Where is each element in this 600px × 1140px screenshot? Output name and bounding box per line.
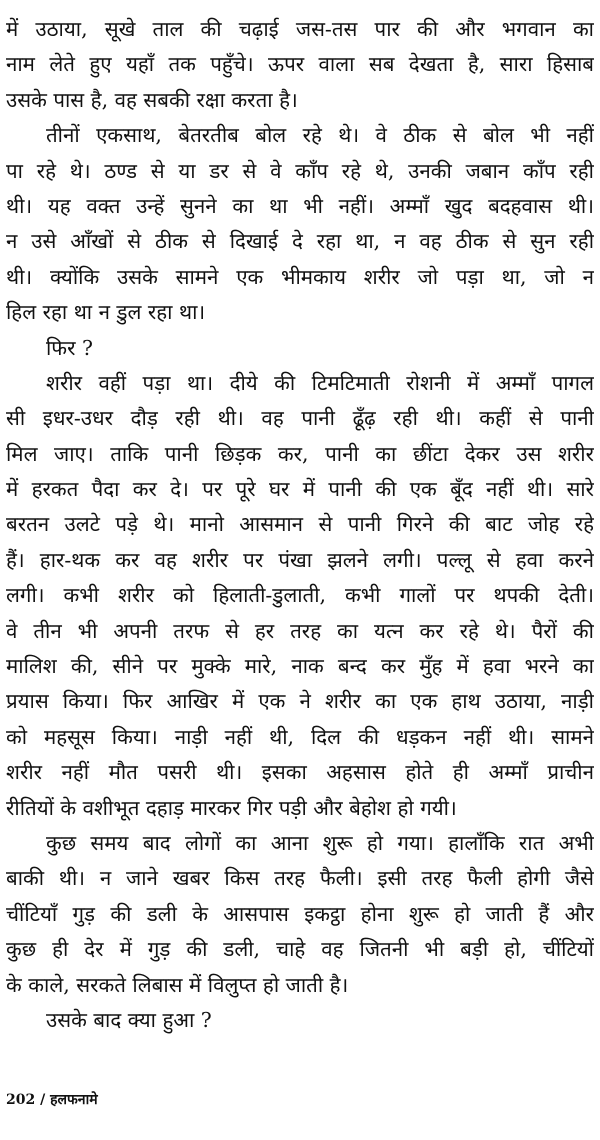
text-line: उसके बाद क्या हुआ ?	[46, 1007, 212, 1032]
text-line: रीतियों के वशीभूत दहाड़ मारकर गिर पड़ी और बेहोश हो गयी।	[6, 795, 457, 820]
text-line: तीनों एकसाथ, बेतरतीब बोल रहे थे। वे ठीक से बोल भी नहीं	[46, 123, 594, 148]
text-line: कुछ समय बाद लोगों का आना शुरू हो गया। हालाँकि रात अभी	[46, 830, 594, 855]
text-line: में उठाया, सूखे ताल की चढ़ाई जस-तस पार की और भगवान का	[6, 17, 594, 41]
text-line: उसके पास है, वह सबकी रक्षा करता है।	[6, 87, 298, 112]
text-line: प्रयास किया। फिर आखिर में एक ने शरीर का एक हाथ उठाया, नाड़ी	[6, 689, 594, 714]
page-body	[6, 12, 594, 1038]
text-line: थी। यह वक्त उन्हें सुनने का था भी नहीं। अम्माँ खुद बदहवास थी।	[6, 193, 594, 218]
text-line: बाकी थी। न जाने खबर किस तरह फैली। इसी तरह फैली होगी जैसे	[6, 866, 594, 891]
text-line: मालिश की, सीने पर मुक्के मारे, नाक बन्द कर मुँह में हवा भरने का	[6, 654, 594, 679]
text-line: चींटियाँ गुड़ की डली के आसपास इकट्ठा होना शुरू हो जाती हैं और	[6, 901, 594, 926]
text-line: थी। क्योंकि उसके सामने एक भीमकाय शरीर जो पड़ा था, जो न	[6, 264, 594, 289]
text-line: वे तीन भी अपनी तरफ से हर तरह का यत्न कर रहे थे। पैरों की	[6, 618, 594, 643]
text-line: शरीर वहीं पड़ा था। दीये की टिमटिमाती रोशनी में अम्माँ पागल	[46, 370, 594, 395]
text-line: न उसे आँखों से ठीक से दिखाई दे रहा था, न वह ठीक से सुन रही	[6, 229, 594, 254]
text-line: में हरकत पैदा कर दे। पर पूरे घर में पानी की एक बूँद नहीं थी। सारे	[6, 477, 594, 502]
text-line: को महसूस किया। नाड़ी नहीं थी, दिल की धड़कन नहीं थी। सामने	[6, 724, 594, 749]
text-line: नाम लेते हुए यहाँ तक पहुँचे। ऊपर वाला सब देखता है, सारा हिसाब	[6, 52, 594, 77]
text-line: कुछ ही देर में गुड़ की डली, चाहे वह जितनी भी बड़ी हो, चींटियों	[6, 937, 594, 962]
text-line: हिल रहा था न डुल रहा था।	[6, 300, 206, 325]
text-line: शरीर नहीं मौत पसरी थी। इसका अहसास होते ही अम्माँ प्राचीन	[6, 760, 594, 785]
text-line: बरतन उलटे पड़े थे। मानो आसमान से पानी गिरने की बाट जोह रहे	[6, 512, 594, 537]
page-footer: 202 / हलफनामे	[6, 1092, 98, 1108]
text-line: लगी। कभी शरीर को हिलाती-डुलाती, कभी गालों पर थपकी देती।	[6, 583, 594, 608]
text-line: के काले, सरकते लिबास में विलुप्त हो जाती है।	[6, 972, 349, 997]
text-line: मिल जाए। ताकि पानी छिड़क कर, पानी का छींटा देकर उस शरीर	[6, 441, 594, 466]
text-line: पा रहे थे। ठण्ड से या डर से वे काँप रहे थे, उनकी जबान काँप रही	[6, 158, 594, 183]
text-line: फिर ?	[46, 335, 94, 360]
text-line: हैं। हार-थक कर वह शरीर पर पंखा झलने लगी। पल्लू से हवा करने	[6, 547, 594, 572]
text-line: सी इधर-उधर दौड़ रही थी। वह पानी ढूँढ़ रही थी। कहीं से पानी	[6, 406, 594, 431]
